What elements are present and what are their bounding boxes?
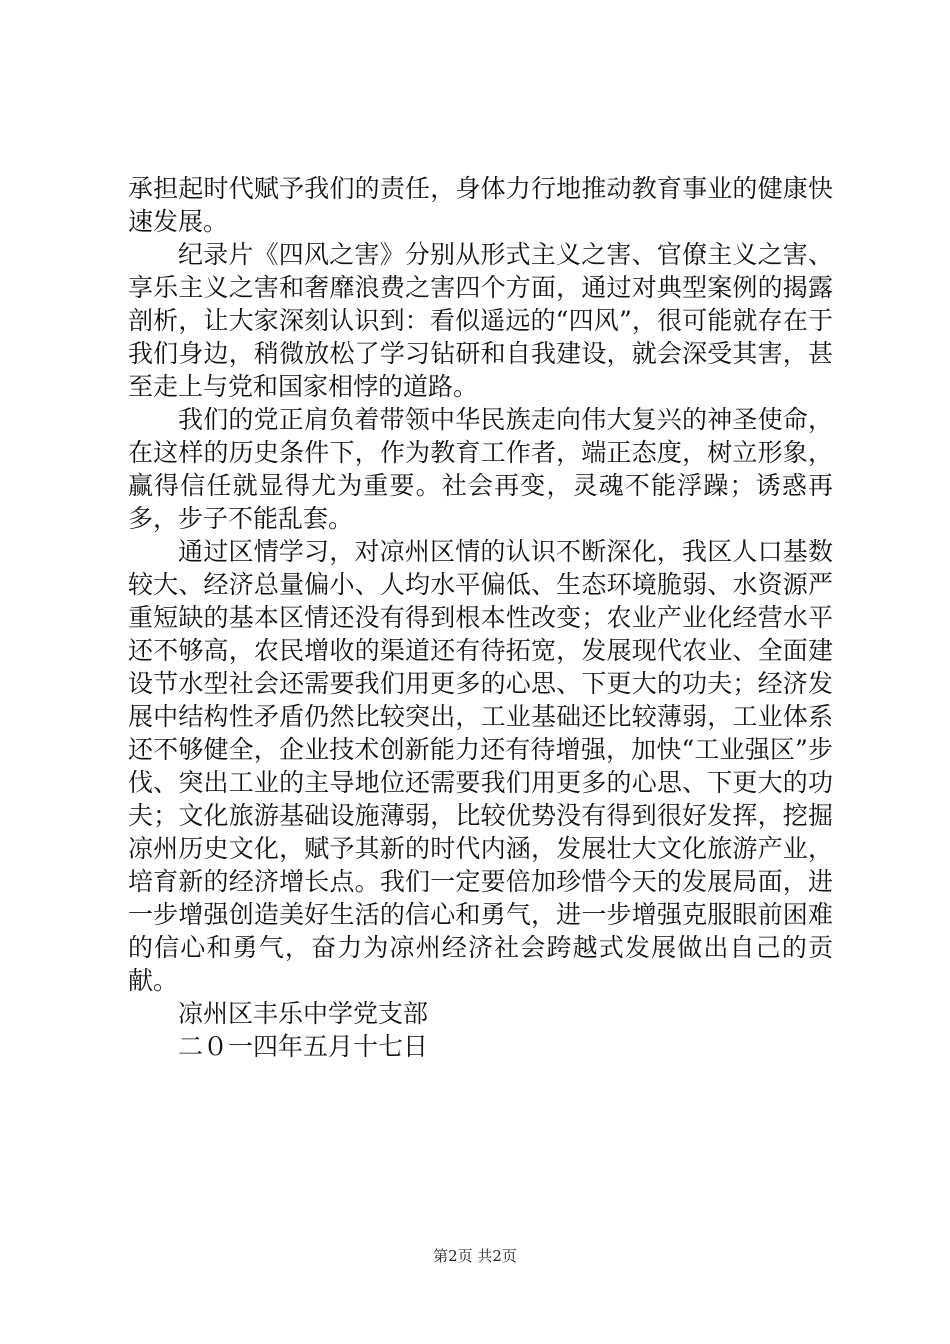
document-body	[128, 172, 833, 1063]
page-indicator: 第2页 共2页	[433, 1247, 517, 1265]
paragraph-party-mission: 我们的党正肩负着带领中华民族走向伟大复兴的神圣使命，在这样的历史条件下，作为教育工作者，端正态度，树立形象，赢得信任就显得尤为重要。社会再变，灵魂不能浮躁；诱惑再多，步子不能乱套。	[128, 405, 833, 533]
signature-organization: 凉州区丰乐中学党支部	[178, 999, 429, 1028]
page-footer	[0, 1245, 950, 1266]
paragraph-four-winds: 纪录片《四风之害》分别从形式主义之害、官僚主义之害、享乐主义之害和奢靡浪费之害四个方面，通过对典型案例的揭露剖析，让大家深刻认识到：看似遥远的“四风”，很可能就存在于我们身边，稍微放松了学习钻研和自我建设，就会深受其害，甚至走上与党和国家相悖的道路。	[128, 240, 833, 401]
paragraph-district-study: 通过区情学习，对凉州区情的认识不断深化，我区人口基数较大、经济总量偏小、人均水平偏低、生态环境脆弱、水资源严重短缺的基本区情还没有得到根本性改变；农业产业化经营水平还不够高，农民增收的渠道还有待拓宽，发展现代农业、全面建设节水型社会还需要我们用更多的心思、下更大的功夫；经济发展中结构性矛盾仍然比较突出，工业基础还比较薄弱，工业体系还不够健全，企业技术创新能力还有待增强，加快“工业强区”步伐、突出工业的主导地位还需要我们用更多的心思、下更大的功夫；文化旅游基础设施薄弱，比较优势没有得到很好发挥，挖掘凉州历史文化，赋予其新的时代内涵，发展壮大文化旅游产业，培育新的经济增长点。我们一定要倍加珍惜今天的发展局面，进一步增强创造美好生活的信心和勇气，进一步增强克服眼前困难的信心和勇气，奋力为凉州经济社会跨越式发展做出自己的贡献。	[128, 537, 833, 995]
paragraph-continuation: 承担起时代赋予我们的责任，身体力行地推动教育事业的健康快速发展。	[128, 174, 833, 236]
signature-date: 二０一四年五月十七日	[178, 1032, 429, 1061]
